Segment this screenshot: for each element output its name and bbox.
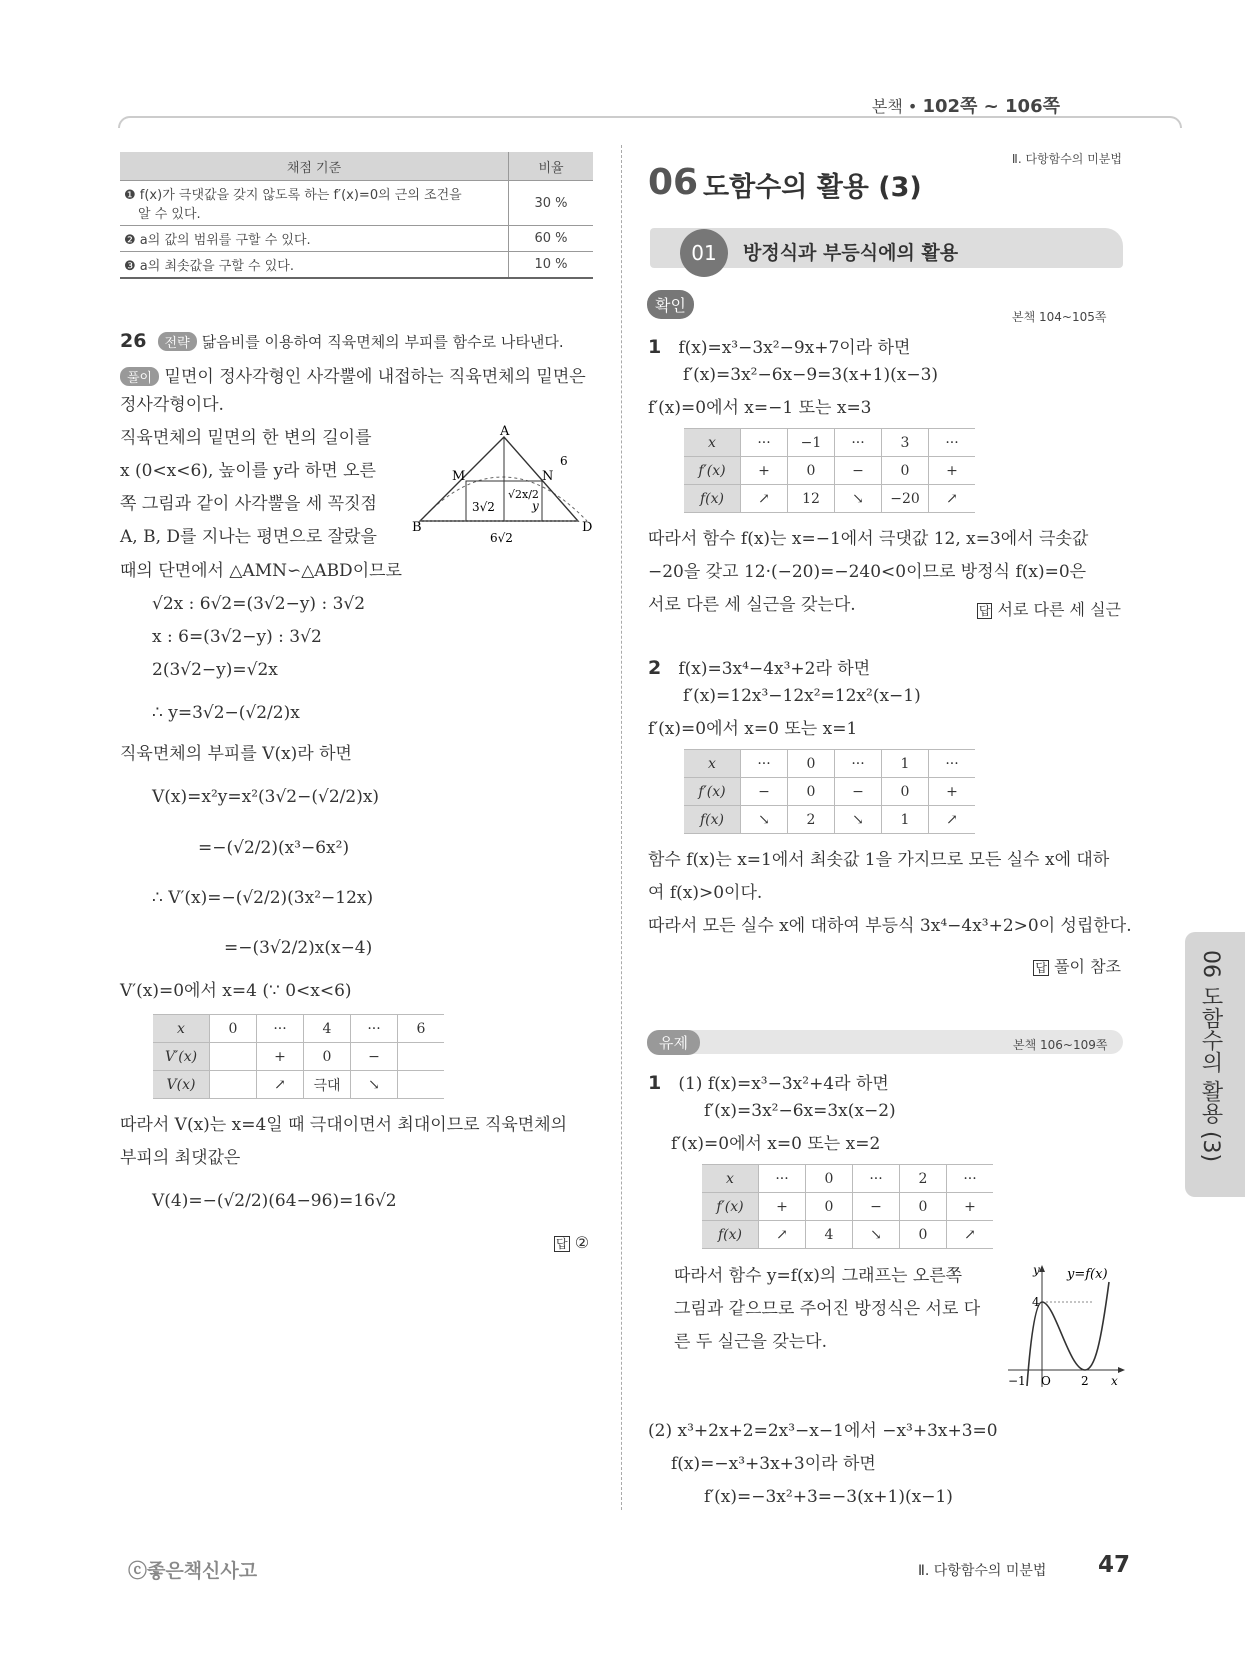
table-cell: 0 (788, 778, 835, 806)
equation-line: =−(3√2/2)x(x−4) (224, 938, 373, 958)
table-cell: 12 (788, 485, 835, 513)
table-cell: ↗ (759, 1221, 806, 1249)
solution-line: −20을 갖고 12·(−20)=−240<0이므로 방정식 f(x)=0은 (648, 562, 1087, 582)
table-cell: ··· (835, 750, 882, 778)
graph-curve-label: y=f(x) (1067, 1267, 1108, 1282)
equation-line: ∴ V′(x)=−(√2/2)(3x²−12x) (152, 888, 374, 908)
equation-line: f′(x)=3x²−6x=3x(x−2) (704, 1101, 896, 1121)
table-cell: f(x) (702, 1221, 759, 1249)
table-cell: + (741, 457, 788, 485)
figure-label-height: 3√2 (472, 500, 495, 514)
figure-label-edge: 6 (560, 454, 568, 468)
equation-line: f′(x)=−3x²+3=−3(x+1)(x−1) (704, 1487, 953, 1507)
solution-line: 함수 f(x)는 x=1에서 최솟값 1을 가지므로 모든 실수 x에 대하 (648, 850, 1110, 870)
equation-line: x : 6=(3√2−y) : 3√2 (152, 627, 322, 647)
equation-line: f′(x)=0에서 x=0 또는 x=2 (671, 1134, 881, 1154)
score-header-criterion: 채점 기준 (120, 152, 509, 181)
table-cell: 0 (882, 778, 929, 806)
table-cell: 0 (788, 750, 835, 778)
score-ratio: 10 % (509, 252, 594, 279)
page-range-header: 본책 • 102쪽 ~ 106쪽 (871, 96, 1060, 117)
problem-number: 26 (120, 330, 147, 352)
table-cell: V(x) (153, 1071, 210, 1099)
equation-line: f′(x)=3x²−6x−9=3(x+1)(x−3) (683, 365, 939, 385)
scoring-table (120, 152, 593, 279)
answer-value: 서로 다른 세 실근 (997, 600, 1121, 619)
equation-line: f′(x)=0에서 x=−1 또는 x=3 (648, 398, 872, 418)
figure-label-base: 6√2 (490, 531, 513, 545)
figure-label-d: D (582, 520, 593, 535)
table-cell: f′(x) (684, 778, 741, 806)
table-row (153, 1015, 444, 1043)
table-cell (210, 1043, 257, 1071)
figure-label-n: N (542, 469, 554, 484)
graph-label-neg1: −1 (1008, 1374, 1026, 1388)
table-cell: 4 (304, 1015, 351, 1043)
equation-line: f(x)=x³−3x²−9x+7이라 하면 (678, 338, 911, 358)
equation-line: V(4)=−(√2/2)(64−96)=16√2 (152, 1191, 397, 1211)
figure-label-a: A (500, 425, 510, 439)
table-cell: − (853, 1193, 900, 1221)
table-row (153, 1043, 444, 1071)
table-cell: 0 (900, 1221, 947, 1249)
solution-line: 때의 단면에서 △AMN∽△ABD이므로 (120, 561, 402, 581)
figure-label-m: M (452, 469, 466, 484)
check-2-variation-table (684, 749, 975, 834)
score-header-ratio: 비율 (509, 152, 594, 181)
solution-badge: 풀이 (120, 367, 159, 386)
solution-line: 따라서 함수 f(x)는 x=−1에서 극댓값 12, x=3에서 극솟값 (648, 529, 1089, 549)
table-cell: 극대 (304, 1071, 351, 1099)
table-cell: 0 (806, 1193, 853, 1221)
equation-line: ∴ y=3√2−(√2/2)x (152, 703, 300, 723)
solution-line: 따라서 함수 y=f(x)의 그래프는 오른쪽 (674, 1266, 963, 1286)
table-cell: ↘ (741, 806, 788, 834)
table-cell: ··· (947, 1165, 994, 1193)
table-cell: ↗ (947, 1221, 994, 1249)
table-cell: ··· (759, 1165, 806, 1193)
strategy-text: 닮음비를 이용하여 직육면체의 부피를 함수로 나타낸다. (201, 333, 564, 351)
graph-label-origin: O (1041, 1374, 1051, 1388)
chapter-label: Ⅱ. 다항함수의 미분법 (1011, 152, 1122, 166)
solution-line: 정사각형이다. (120, 395, 224, 415)
section-title: 도함수의 활용 (3) (703, 172, 922, 203)
table-cell: ··· (741, 750, 788, 778)
solution-line: 따라서 모든 실수 x에 대하여 부등식 3x⁴−4x³+2>0이 성립한다. (648, 916, 1132, 936)
table-row (684, 457, 975, 485)
figure-label-y: y (532, 499, 539, 513)
table-cell: x (684, 750, 741, 778)
table-cell: −1 (788, 429, 835, 457)
score-criterion: ❶ f(x)가 극댓값을 갖지 않도록 하는 f′(x)=0의 근의 조건을 (124, 188, 462, 203)
table-cell (210, 1071, 257, 1099)
table-cell: ··· (741, 429, 788, 457)
table-cell: − (835, 778, 882, 806)
solution-line: 직육면체의 밑면의 한 변의 길이를 (120, 428, 372, 448)
chapter-side-tab-label: 06 도함수의 활용 (3) (1198, 950, 1223, 1163)
table-cell: 2 (900, 1165, 947, 1193)
table-cell: − (835, 457, 882, 485)
header-pages: 102쪽 ~ 106쪽 (922, 96, 1060, 117)
pyramid-cross-section-figure (412, 425, 598, 545)
equation-line: V(x)=x²y=x²(3√2−(√2/2)x) (152, 787, 380, 807)
equation-line: (1) f(x)=x³−3x²+4라 하면 (678, 1074, 889, 1094)
example-badge: 유제 (647, 1030, 700, 1055)
table-cell: 2 (788, 806, 835, 834)
score-row (120, 226, 593, 252)
section-number: 06 (648, 162, 699, 203)
check-reference: 본책 104~105쪽 (1012, 310, 1107, 324)
table-row (702, 1165, 993, 1193)
score-row (120, 252, 593, 279)
table-cell: ↘ (835, 485, 882, 513)
table-cell: x (153, 1015, 210, 1043)
graph-x-label: x (1111, 1374, 1118, 1388)
table-row (702, 1221, 993, 1249)
check-badge: 확인 (647, 290, 694, 319)
answer-value: ② (574, 1233, 590, 1252)
equation-line: f′(x)=0에서 x=0 또는 x=1 (648, 719, 858, 739)
table-cell: + (257, 1043, 304, 1071)
answer-value: 풀이 참조 (1054, 957, 1121, 976)
table-cell: − (741, 778, 788, 806)
equation-line: (2) x³+2x+2=2x³−x−1에서 −x³+3x+3=0 (648, 1421, 998, 1441)
figure-label-b: B (412, 520, 422, 535)
answer-check-1 (977, 597, 1121, 620)
check-1-variation-table (684, 428, 975, 513)
table-cell: 0 (304, 1043, 351, 1071)
table-cell: ··· (929, 750, 976, 778)
table-row (684, 778, 975, 806)
table-cell: f(x) (684, 806, 741, 834)
equation-line: f(x)=3x⁴−4x³+2라 하면 (678, 659, 871, 679)
table-cell: ↗ (257, 1071, 304, 1099)
answer-icon: 답 (978, 604, 991, 618)
table-cell: 0 (900, 1193, 947, 1221)
table-cell: f′(x) (684, 457, 741, 485)
table-cell: 1 (882, 806, 929, 834)
table-cell: f(x) (684, 485, 741, 513)
equation-line: f(x)=−x³+3x+3이라 하면 (671, 1454, 876, 1474)
publisher-logo: ⓒ좋은책신사고 (128, 1560, 258, 1582)
solution-line: 른 두 실근을 갖는다. (674, 1332, 827, 1352)
solution-line: 여 f(x)>0이다. (648, 883, 763, 903)
answer-check-2 (1033, 954, 1121, 977)
table-cell: 0 (788, 457, 835, 485)
answer-26 (554, 1233, 589, 1252)
solution-line: 서로 다른 세 실근을 갖는다. (648, 595, 856, 615)
solution-line: x (0<x<6), 높이를 y라 하면 오른 (120, 461, 376, 481)
table-row (684, 750, 975, 778)
table-cell: + (759, 1193, 806, 1221)
table-cell: 4 (806, 1221, 853, 1249)
score-ratio: 60 % (509, 226, 594, 252)
table-cell: ↘ (351, 1071, 398, 1099)
table-row (684, 806, 975, 834)
table-cell: − (351, 1043, 398, 1071)
strategy-badge: 전략 (158, 332, 197, 351)
solution-line: 따라서 V(x)는 x=4일 때 극대이면서 최대이므로 직육면체의 (120, 1115, 568, 1135)
problem-number: 2 (648, 657, 662, 679)
table-row (684, 485, 975, 513)
table-cell: ··· (853, 1165, 900, 1193)
score-row (120, 181, 593, 226)
problem-number: 1 (648, 1072, 662, 1094)
volume-variation-table (153, 1014, 444, 1099)
score-criterion: ❷ a의 값의 범위를 구할 수 있다. (120, 226, 509, 252)
solution-line: 쪽 그림과 같이 사각뿔을 세 꼭짓점 (120, 494, 377, 514)
table-cell: 1 (882, 750, 929, 778)
table-cell: ↗ (929, 485, 976, 513)
graph-label-two: 2 (1081, 1374, 1089, 1388)
solution-line: 직육면체의 부피를 V(x)라 하면 (120, 744, 352, 764)
answer-icon: 답 (556, 1237, 568, 1251)
table-cell (398, 1043, 445, 1071)
table-cell: 6 (398, 1015, 445, 1043)
table-cell: V′(x) (153, 1043, 210, 1071)
table-cell: ··· (835, 429, 882, 457)
header-rule (118, 116, 1182, 128)
example-1-heading (648, 1072, 889, 1094)
graph-y-label: y (1033, 1263, 1040, 1277)
check-2-heading (648, 657, 870, 679)
equation-line: f′(x)=12x³−12x²=12x²(x−1) (683, 686, 921, 706)
table-cell: 0 (882, 457, 929, 485)
table-cell: ↗ (929, 806, 976, 834)
table-cell: ↗ (741, 485, 788, 513)
table-cell: + (929, 778, 976, 806)
table-cell: ↘ (853, 1221, 900, 1249)
table-cell: 0 (210, 1015, 257, 1043)
solution-line: 그림과 같으므로 주어진 방정식은 서로 다 (674, 1299, 981, 1319)
column-divider (621, 145, 622, 1510)
problem-number: 1 (648, 336, 662, 358)
footer-chapter: Ⅱ. 다항함수의 미분법 (918, 1563, 1047, 1579)
example-1-variation-table (702, 1164, 993, 1249)
subsection-number: 01 (680, 229, 728, 277)
solution-line: V′(x)=0에서 x=4 (∵ 0<x<6) (120, 981, 352, 1001)
cubic-function-graph (1003, 1262, 1128, 1390)
score-ratio: 30 % (509, 181, 594, 226)
table-cell: 0 (806, 1165, 853, 1193)
header-book-label: 본책 (871, 97, 903, 116)
table-cell: f′(x) (702, 1193, 759, 1221)
table-cell: −20 (882, 485, 929, 513)
example-reference: 본책 106~109쪽 (1013, 1038, 1108, 1052)
table-cell: + (947, 1193, 994, 1221)
graph-label-four: 4 (1032, 1295, 1040, 1309)
table-cell: + (929, 457, 976, 485)
score-criterion-cont: 알 수 있다. (138, 207, 201, 222)
table-cell: ··· (929, 429, 976, 457)
solution-line: 부피의 최댓값은 (120, 1148, 241, 1168)
subsection-title: 방정식과 부등식에의 활용 (743, 242, 959, 264)
check-1-heading (648, 336, 910, 358)
solution-line (120, 362, 586, 387)
page-number: 47 (1098, 1552, 1131, 1578)
table-cell: ··· (257, 1015, 304, 1043)
equation-line: =−(√2/2)(x³−6x²) (198, 838, 350, 858)
score-criterion: ❸ a의 최솟값을 구할 수 있다. (120, 252, 509, 279)
table-row (153, 1071, 444, 1099)
table-cell (398, 1071, 445, 1099)
equation-line: √2x : 6√2=(3√2−y) : 3√2 (152, 594, 366, 614)
equation-line: 2(3√2−y)=√2x (152, 660, 278, 680)
figure-label-half: √2x/2 (508, 488, 539, 501)
solution-text: 밑면이 정사각형인 사각뿔에 내접하는 직육면체의 밑면은 (164, 367, 586, 387)
table-cell: ··· (351, 1015, 398, 1043)
solution-line: A, B, D를 지나는 평면으로 잘랐을 (120, 527, 377, 547)
table-cell: ↘ (835, 806, 882, 834)
table-cell: x (684, 429, 741, 457)
table-row (702, 1193, 993, 1221)
table-cell: 3 (882, 429, 929, 457)
problem-26-heading (120, 330, 564, 352)
table-cell: x (702, 1165, 759, 1193)
answer-icon: 답 (1035, 961, 1047, 975)
table-row (684, 429, 975, 457)
